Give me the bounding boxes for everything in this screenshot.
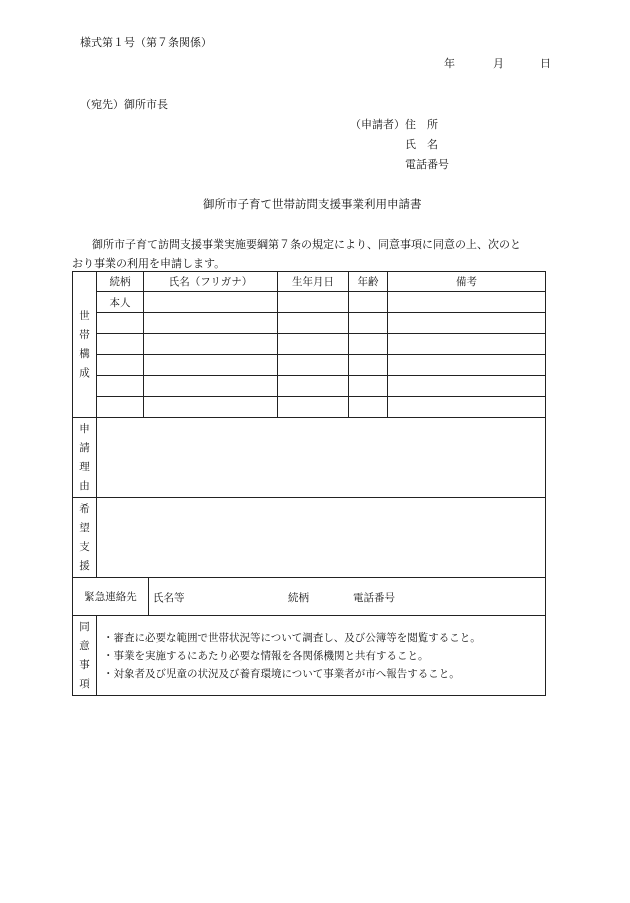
support-input-area[interactable]: [97, 498, 546, 578]
intro-line-2: おり事業の利用を申請します。: [72, 257, 226, 270]
emergency-phone-label: 電話番号: [353, 592, 395, 604]
col-age: 年齢: [349, 272, 388, 292]
member-name-cell[interactable]: [144, 292, 278, 313]
application-table: [72, 271, 546, 696]
emergency-relation-label: 続柄: [288, 592, 309, 604]
applicant-name: 氏 名: [405, 138, 438, 151]
member-name-cell[interactable]: [144, 334, 278, 355]
date-month: 月: [493, 57, 504, 70]
member-remarks-cell[interactable]: [388, 334, 546, 355]
member-age-cell[interactable]: [349, 376, 388, 397]
consent-label: 同 意 事 項: [73, 616, 97, 696]
col-remarks: 備考: [388, 272, 546, 292]
emergency-contact-fields[interactable]: [149, 578, 546, 616]
date-year: 年: [444, 57, 455, 70]
member-birthdate-cell[interactable]: [278, 376, 349, 397]
date-day: 日: [540, 57, 551, 70]
member-birthdate-cell[interactable]: [278, 397, 349, 418]
member-remarks-cell[interactable]: [388, 292, 546, 313]
member-name-cell[interactable]: [144, 355, 278, 376]
member-remarks-cell[interactable]: [388, 397, 546, 418]
intro-line-1: 御所市子育て訪問支援事業実施要綱第７条の規定により、同意事項に同意の上、次のと: [92, 238, 521, 251]
member-remarks-cell[interactable]: [388, 355, 546, 376]
member-birthdate-cell[interactable]: [278, 334, 349, 355]
consent-item: ・対象者及び児童の状況及び養育環境について事業者が市へ報告すること。: [103, 667, 460, 680]
member-relation-cell[interactable]: [97, 355, 144, 376]
support-label: 希 望 支 援: [73, 498, 97, 578]
member-name-cell[interactable]: [144, 313, 278, 334]
applicant-phone: 電話番号: [405, 158, 449, 171]
member-remarks-cell[interactable]: [388, 376, 546, 397]
member-birthdate-cell[interactable]: [278, 292, 349, 313]
relation-self: 本人: [97, 292, 144, 313]
consent-items: [97, 616, 546, 696]
col-relation: 続柄: [97, 272, 144, 292]
member-relation-cell[interactable]: [97, 376, 144, 397]
member-birthdate-cell[interactable]: [278, 355, 349, 376]
member-age-cell[interactable]: [349, 334, 388, 355]
member-birthdate-cell[interactable]: [278, 313, 349, 334]
reason-input-area[interactable]: [97, 418, 546, 498]
col-name: 氏名（フリガナ）: [144, 272, 278, 292]
applicant-address: 住 所: [405, 118, 438, 131]
member-relation-cell[interactable]: [97, 334, 144, 355]
col-birthdate: 生年月日: [278, 272, 349, 292]
member-relation-cell[interactable]: [97, 397, 144, 418]
applicant-label: （申請者）: [350, 118, 405, 131]
consent-item: ・審査に必要な範囲で世帯状況等について調査し、及び公簿等を閲覧すること。: [103, 631, 481, 644]
member-age-cell[interactable]: [349, 397, 388, 418]
member-relation-cell[interactable]: [97, 313, 144, 334]
member-name-cell[interactable]: [144, 376, 278, 397]
member-name-cell[interactable]: [144, 397, 278, 418]
member-age-cell[interactable]: [349, 313, 388, 334]
addressee: （宛先）御所市長: [80, 98, 168, 111]
reason-label: 申 請 理 由: [73, 418, 97, 498]
emergency-name-label: 氏名等: [153, 592, 185, 604]
member-age-cell[interactable]: [349, 355, 388, 376]
form-number: 様式第１号（第７条関係）: [80, 36, 212, 49]
document-title: 御所市子育て世帯訪問支援事業利用申請書: [203, 197, 422, 211]
household-label: 世 帯 構 成: [73, 272, 97, 418]
member-age-cell[interactable]: [349, 292, 388, 313]
emergency-contact-label: 緊急連絡先: [73, 578, 149, 616]
consent-item: ・事業を実施するにあたり必要な情報を各関係機関と共有すること。: [103, 649, 429, 662]
member-remarks-cell[interactable]: [388, 313, 546, 334]
